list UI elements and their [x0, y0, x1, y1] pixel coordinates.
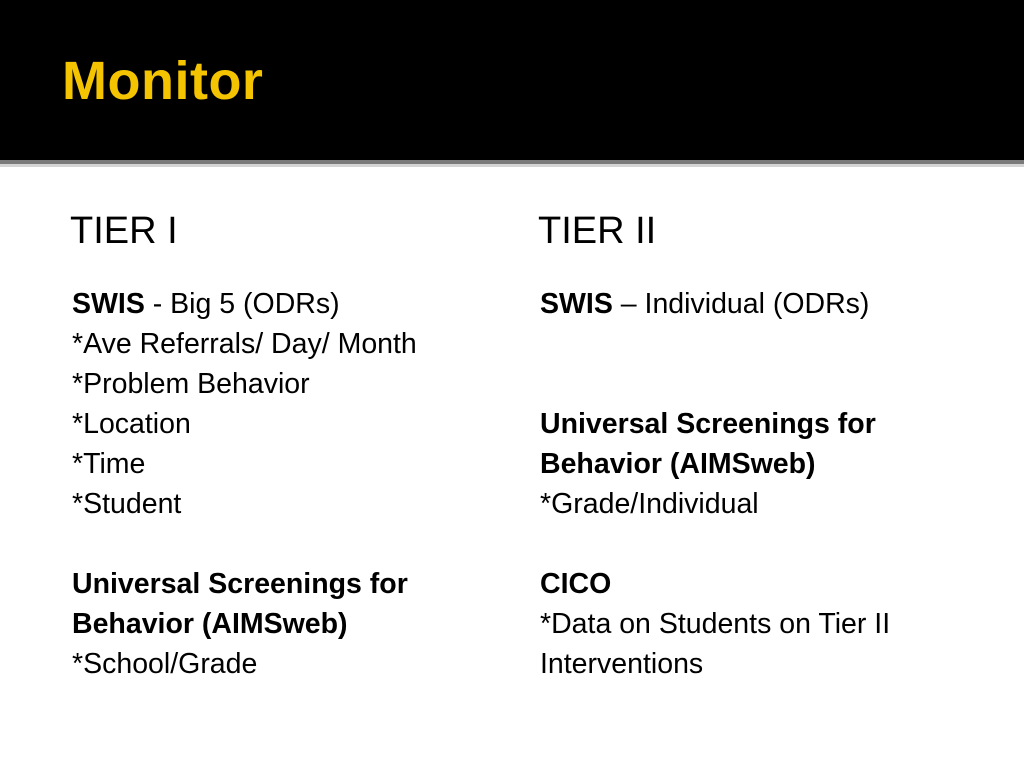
title-divider-shadow: [0, 164, 1024, 167]
tier-1-swis-label: SWIS: [72, 288, 145, 320]
tier-2-screening-title-cont: Behavior (AIMSweb): [540, 448, 816, 480]
tier-2-swis-line: [540, 284, 1010, 324]
tier-1-swis-line: [72, 284, 512, 324]
tier-1-screening-title: Universal Screenings for: [72, 568, 408, 600]
tier-1-content: [72, 284, 512, 684]
slide-title: Monitor: [62, 51, 264, 111]
tier-1-item: *Problem Behavior: [72, 368, 310, 400]
tier-1-item: *Time: [72, 448, 146, 480]
tier-1-screening-item: *School/Grade: [72, 648, 258, 680]
tier-2-cico-label: CICO: [540, 568, 612, 600]
tier-1-item: *Ave Referrals/ Day/ Month: [72, 328, 417, 360]
tier-2-swis-label: SWIS: [540, 288, 613, 320]
tier-2-cico-item-cont: Interventions: [540, 648, 704, 680]
tier-2-heading: TIER II: [538, 210, 657, 252]
spacer: [540, 364, 1010, 404]
tier-2-screening-item: *Grade/Individual: [540, 488, 759, 520]
tier-1-heading: TIER I: [70, 210, 178, 252]
tier-1-item: *Student: [72, 488, 182, 520]
tier-2-content: [540, 284, 1010, 684]
tier-2-screening-title: Universal Screenings for: [540, 408, 876, 440]
spacer: [540, 324, 1010, 364]
tier-1-swis-text: - Big 5 (ODRs): [144, 288, 340, 320]
tier-1-screening-title-cont: Behavior (AIMSweb): [72, 608, 348, 640]
tier-1-item: *Location: [72, 408, 191, 440]
tier-2-cico-item: *Data on Students on Tier II: [540, 608, 891, 640]
spacer: [72, 524, 512, 564]
tier-2-swis-text: – Individual (ODRs): [612, 288, 870, 320]
spacer: [540, 524, 1010, 564]
